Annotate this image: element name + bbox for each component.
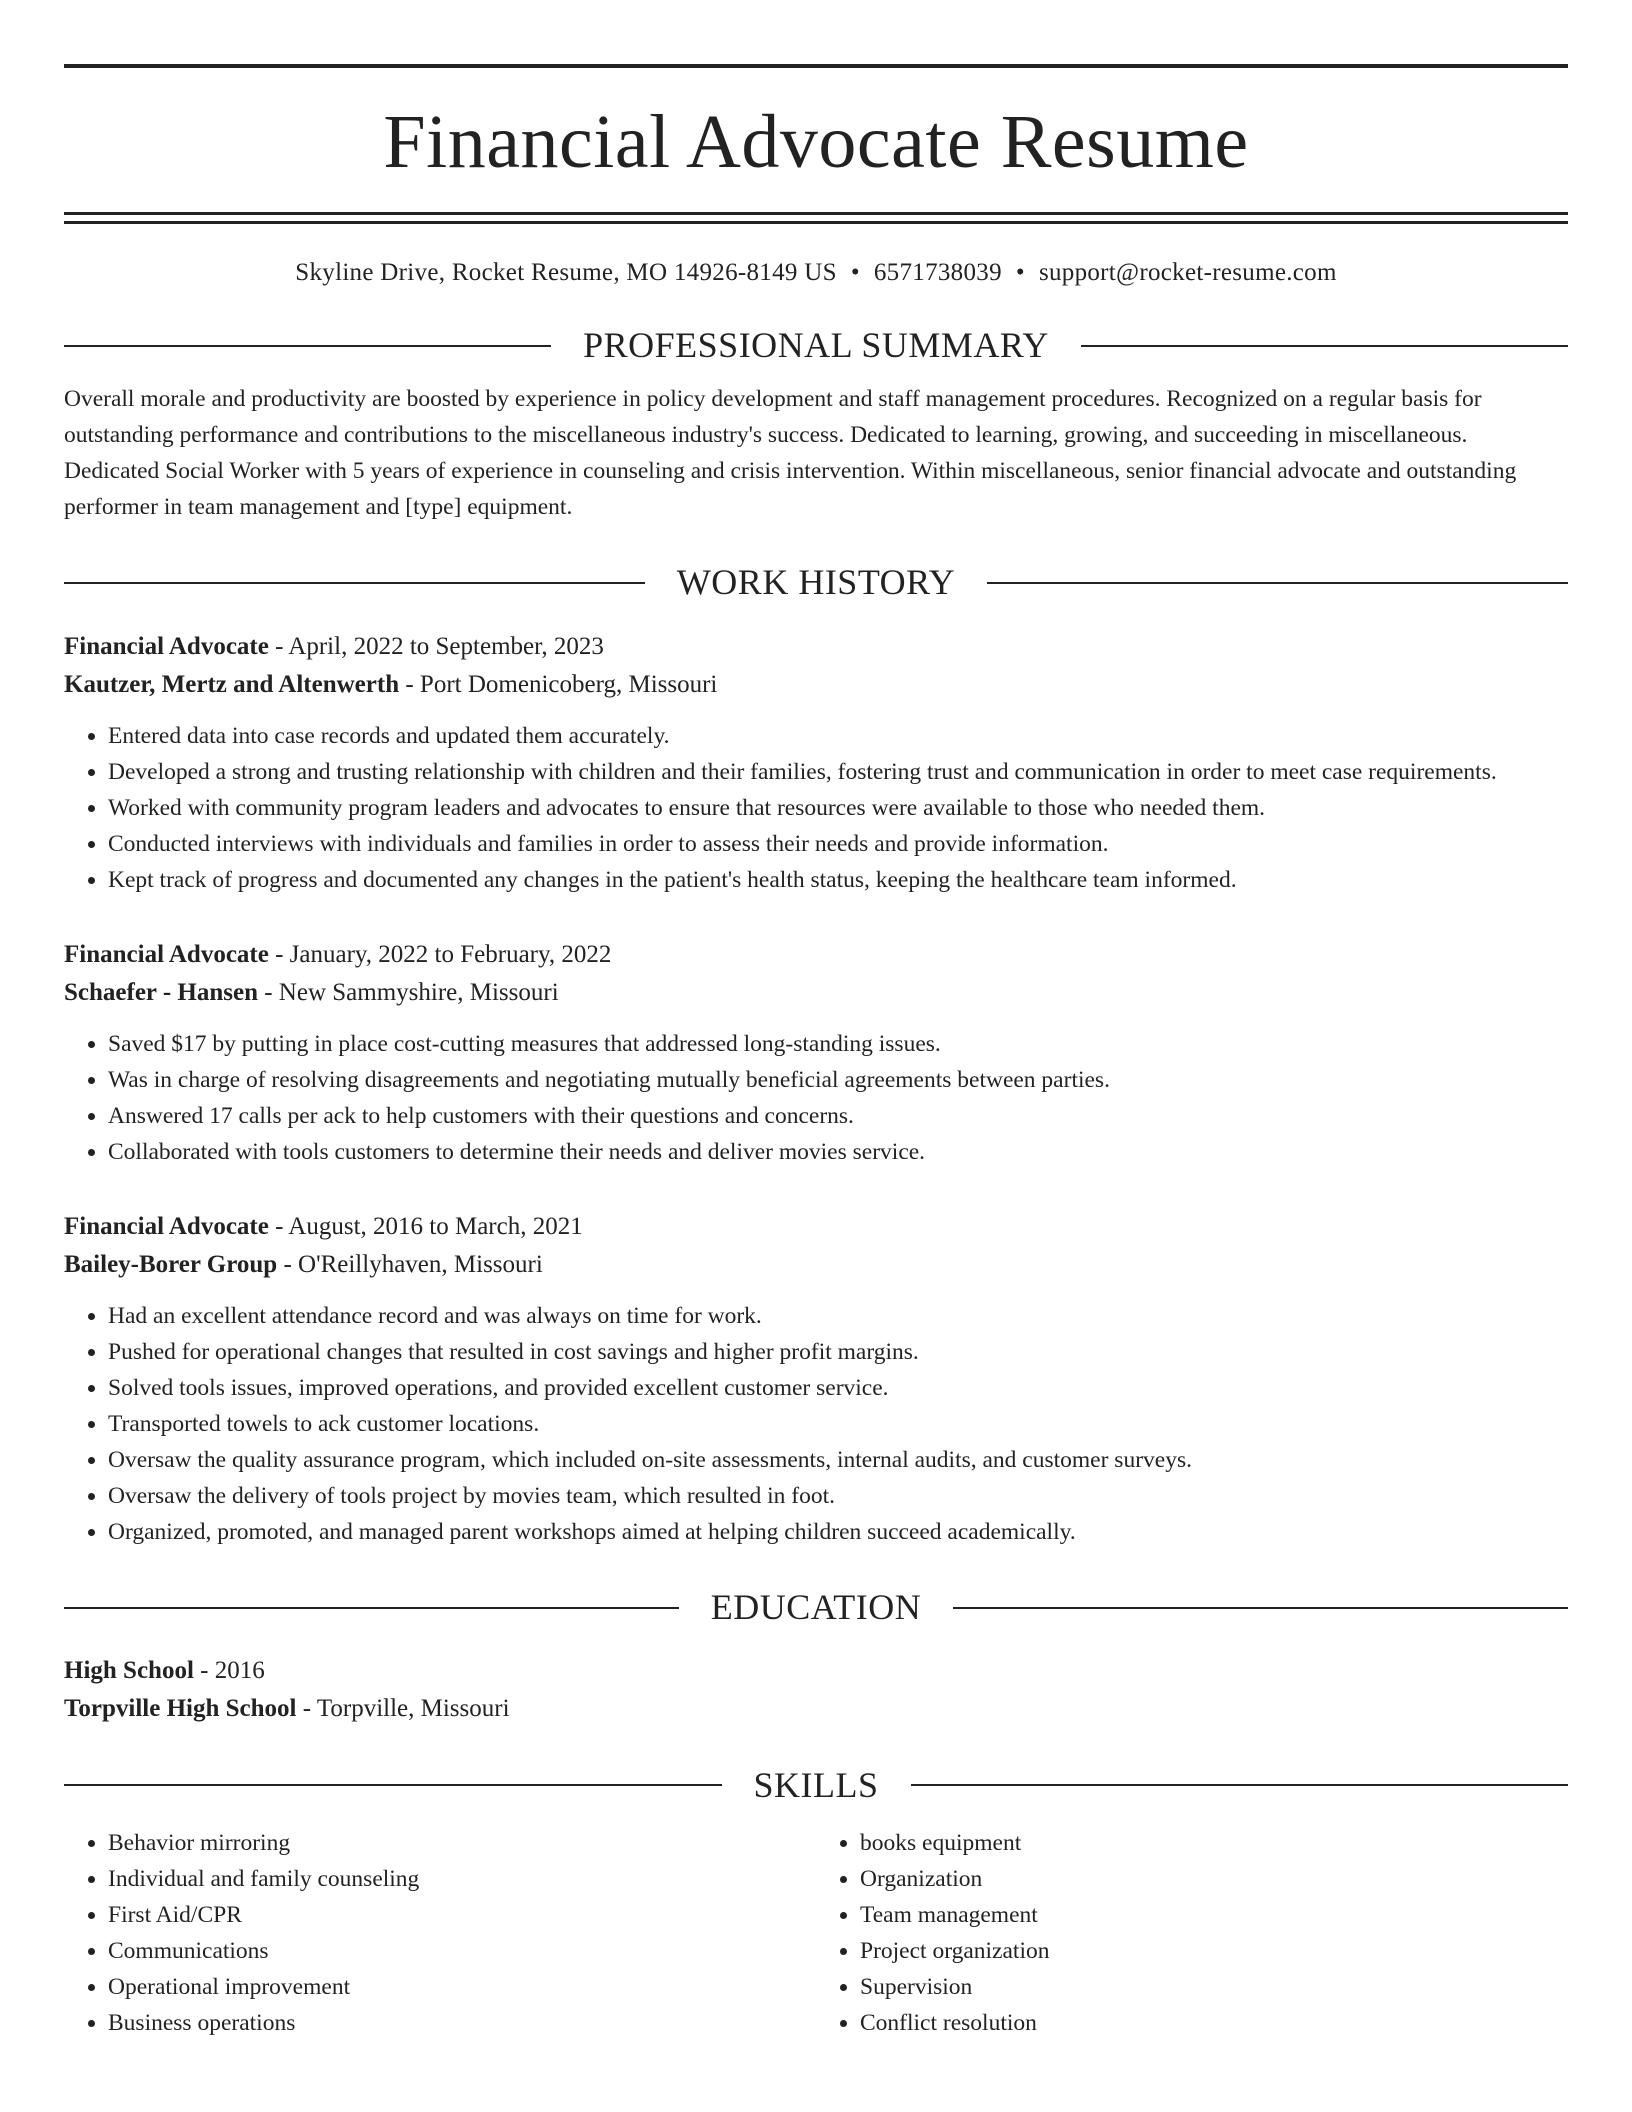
education-degree: High School xyxy=(64,1656,194,1684)
contact-separator: • xyxy=(1015,259,1025,286)
job-dates: - January, 2022 to February, 2022 xyxy=(268,941,612,969)
job-bullets xyxy=(64,1298,1568,1550)
list-item: • Oversaw the quality assurance program, which included on-site assessments, internal audits, and customer surveys. xyxy=(108,1442,1568,1478)
section-title: EDUCATION xyxy=(710,1587,922,1628)
list-item: • Pushed for operational changes that resulted in cost savings and higher profit margins. xyxy=(108,1334,1568,1370)
job-location: - Port Domenicoberg, Missouri xyxy=(399,671,718,699)
education-school-line xyxy=(64,1690,1568,1728)
skill-item: • Business operations xyxy=(108,2005,816,2041)
list-item: • Conducted interviews with individuals and families in order to assess their needs and provide information. xyxy=(108,826,1568,862)
skill-item: • Communications xyxy=(108,1933,816,1969)
education-school: Torpville High School xyxy=(64,1694,297,1722)
heading-rule-right xyxy=(987,582,1568,584)
list-item: • Worked with community program leaders and advocates to ensure that resources were available to those who needed them. xyxy=(108,790,1568,826)
job-dates: - August, 2016 to March, 2021 xyxy=(268,1213,583,1241)
list-item: • Answered 17 calls per ack to help customers with their questions and concerns. xyxy=(108,1098,1568,1134)
skill-item: • Organization xyxy=(860,1861,1568,1897)
list-item: • Transported towels to ack customer locations. xyxy=(108,1406,1568,1442)
job-entry xyxy=(64,628,1568,898)
heading-rule-right xyxy=(911,1784,1569,1786)
list-item: • Entered data into case records and updated them accurately. xyxy=(108,718,1568,754)
section-title: PROFESSIONAL SUMMARY xyxy=(583,325,1049,365)
skills-column-right xyxy=(816,1825,1568,2041)
skill-item: • Team management xyxy=(860,1897,1568,1933)
contact-email: support@rocket-resume.com xyxy=(1038,259,1337,286)
job-title-line xyxy=(64,1208,1568,1246)
skills-list xyxy=(64,1825,1568,2041)
skill-item: • Project organization xyxy=(860,1933,1568,1969)
education-entry xyxy=(64,1652,1568,1728)
heading-rule-left xyxy=(64,1607,679,1609)
skill-item: • First Aid/CPR xyxy=(108,1897,816,1933)
list-item: • Kept track of progress and documented any changes in the patient's health status, keeping the healthcare team informed. xyxy=(108,862,1568,898)
job-title: Financial Advocate xyxy=(64,941,269,969)
job-company: Kautzer, Mertz and Altenwerth xyxy=(64,671,400,699)
list-item: • Oversaw the delivery of tools project by movies team, which resulted in foot. xyxy=(108,1478,1568,1514)
education-degree-line xyxy=(64,1652,1568,1690)
job-entry xyxy=(64,936,1568,1170)
job-location: - New Sammyshire, Missouri xyxy=(257,979,559,1007)
skill-item: • books equipment xyxy=(860,1825,1568,1861)
job-company: Bailey-Borer Group xyxy=(64,1251,278,1279)
top-rule xyxy=(64,64,1568,68)
skill-item: • Operational improvement xyxy=(108,1969,816,2005)
education-location: - Torpville, Missouri xyxy=(296,1694,510,1722)
title-double-rule xyxy=(64,212,1568,224)
job-title: Financial Advocate xyxy=(64,633,269,661)
job-location: - O'Reillyhaven, Missouri xyxy=(277,1251,543,1279)
skill-item: • Supervision xyxy=(860,1969,1568,2005)
contact-address: Skyline Drive, Rocket Resume, MO 14926-8149 US xyxy=(295,259,837,286)
section-title: WORK HISTORY xyxy=(676,562,956,603)
list-item: • Saved $17 by putting in place cost-cutting measures that addressed long-standing issues. xyxy=(108,1026,1568,1062)
job-company-line xyxy=(64,1246,1568,1284)
job-company: Schaefer - Hansen xyxy=(64,979,258,1007)
heading-rule-right xyxy=(953,1607,1568,1609)
list-item: • Had an excellent attendance record and was always on time for work. xyxy=(108,1298,1568,1334)
heading-rule-right xyxy=(1081,345,1568,347)
job-company-line xyxy=(64,974,1568,1012)
summary-text: Overall morale and productivity are boosted by experience in policy development and staff management procedures. Recognized on a regular basis for outstanding performance and contributions to the miscellaneous industry's success. Dedicated to learning, growing, and succeeding in miscellaneous. Dedicated Social Worker with 5 years of experience in counseling and crisis intervention. Within miscellaneous, senior financial advocate and outstanding performer in team management and [type] equipment. xyxy=(64,386,1517,521)
education-year: - 2016 xyxy=(193,1656,265,1684)
contact-phone: 6571738039 xyxy=(873,259,1002,286)
list-item: • Was in charge of resolving disagreements and negotiating mutually beneficial agreements between parties. xyxy=(108,1062,1568,1098)
job-title-line xyxy=(64,936,1568,974)
contact-line xyxy=(64,258,1568,288)
job-title-line xyxy=(64,628,1568,666)
contact-separator: • xyxy=(850,259,860,286)
list-item: • Solved tools issues, improved operations, and provided excellent customer service. xyxy=(108,1370,1568,1406)
section-title: SKILLS xyxy=(753,1764,879,1805)
heading-rule-left xyxy=(64,1784,722,1786)
heading-rule-left xyxy=(64,345,551,347)
skill-item: • Individual and family counseling xyxy=(108,1861,816,1897)
section-heading-summary xyxy=(64,324,1568,367)
job-dates: - April, 2022 to September, 2023 xyxy=(268,633,604,661)
section-heading-skills xyxy=(64,1764,1568,1807)
heading-rule-left xyxy=(64,582,645,584)
resume-title: Financial Advocate Resume xyxy=(383,100,1249,184)
job-entry xyxy=(64,1208,1568,1550)
list-item: • Collaborated with tools customers to determine their needs and deliver movies service. xyxy=(108,1134,1568,1170)
job-title: Financial Advocate xyxy=(64,1213,269,1241)
job-bullets xyxy=(64,718,1568,898)
list-item: • Developed a strong and trusting relationship with children and their families, fostering trust and communication in order to meet case requirements. xyxy=(108,754,1568,790)
skill-item: • Behavior mirroring xyxy=(108,1825,816,1861)
job-bullets xyxy=(64,1026,1568,1170)
skills-column-left xyxy=(64,1825,816,2041)
job-company-line xyxy=(64,666,1568,704)
section-heading-education xyxy=(64,1586,1568,1629)
skill-item: • Conflict resolution xyxy=(860,2005,1568,2041)
section-heading-work-history xyxy=(64,561,1568,604)
list-item: • Organized, promoted, and managed parent workshops aimed at helping children succeed academically. xyxy=(108,1514,1568,1550)
